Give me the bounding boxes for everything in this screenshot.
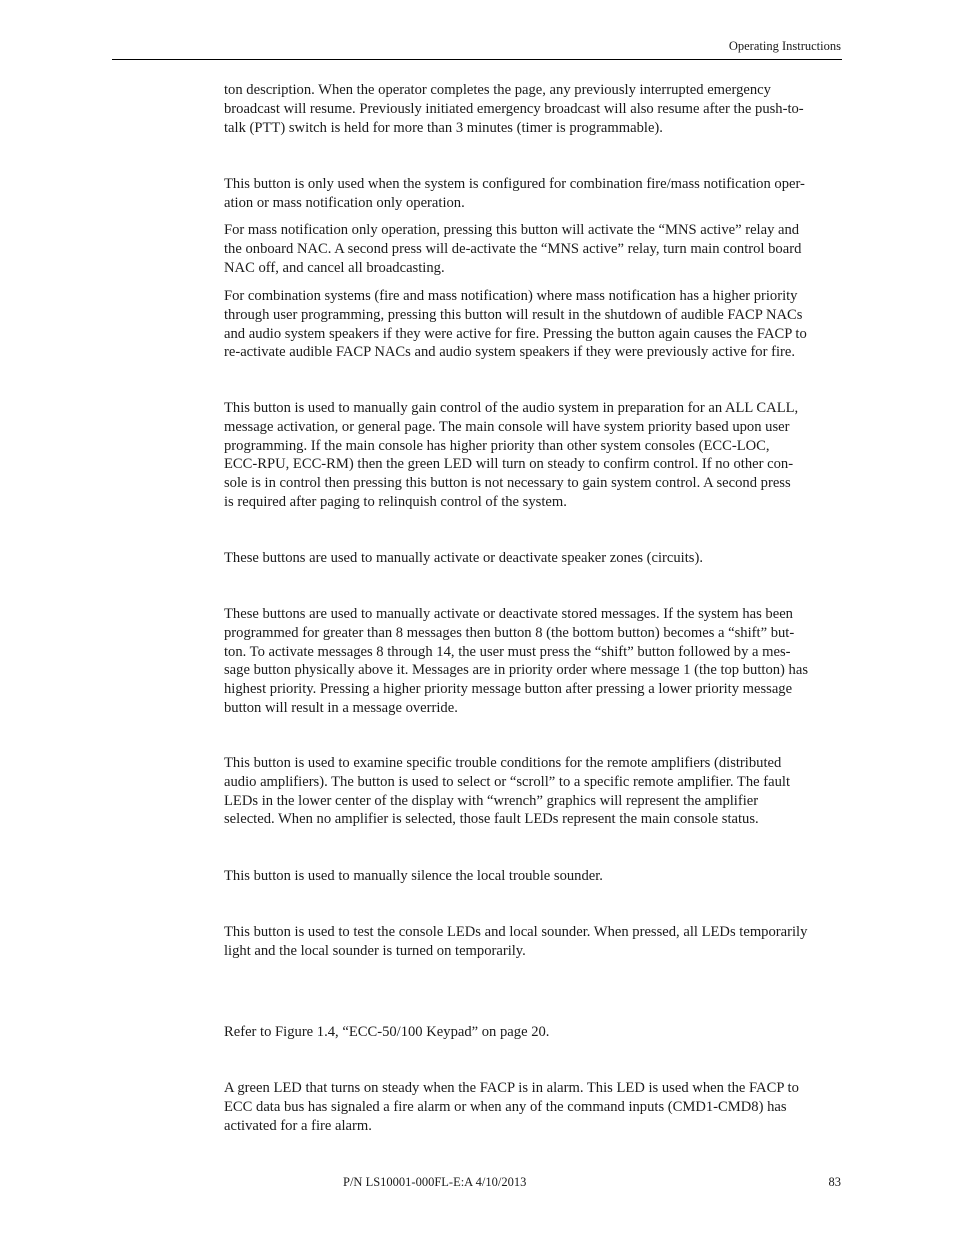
text-line: programming. If the main console has higher priority than other system consoles (ECC-LOC, [224,437,770,454]
paragraph-ptt-resume [224,81,841,137]
text-line: selected. When no amplifier is selected, those fault LEDs represent the main console status. [224,811,759,828]
text-line: talk (PTT) switch is held for more than 3 minutes (timer is programmable). [224,119,663,136]
text-line: broadcast will resume. Previously initiated emergency broadcast will also resume after the push-to- [224,100,804,117]
paragraph-silence-sounder [224,867,841,886]
part-number: P/N LS10001-000FL-E:A 4/10/2013 [343,1175,527,1189]
text-line: the onboard NAC. A second press will de-activate the “MNS active” relay, turn main control board [224,240,802,257]
text-line: through user programming, pressing this button will result in the shutdown of audible FACP NACs [224,306,803,323]
text-line: message activation, or general page. The main console will have system priority based upon user [224,418,790,435]
text-line: Refer to Figure 1.4, “ECC-50/100 Keypad” on page 20. [224,1024,550,1040]
paragraph-stored-messages [224,605,841,718]
text-line: This button is used to manually silence the local trouble sounder. [224,868,603,884]
paragraph-combination-systems [224,287,841,362]
text-line: LEDs in the lower center of the display with “wrench” graphics will represent the amplifier [224,792,759,809]
paragraph-speaker-zones [224,549,841,568]
text-line: For mass notification only operation, pressing this button will activate the “MNS active” relay and [224,222,800,238]
text-line: This button is used to examine specific trouble conditions for the remote amplifiers (distributed [224,755,782,771]
text-line: and audio system speakers if they were active for fire. Pressing the button again causes the FACP to [224,325,807,342]
text-line: This button is only used when the system is configured for combination fire/mass notification oper- [224,176,805,192]
text-line: These buttons are used to manually activate or deactivate speaker zones (circuits). [224,550,703,566]
text-line: ECC-RPU, ECC-RM) then the green LED will turn on steady to confirm control. If no other con- [224,456,794,473]
paragraph-gain-control [224,399,841,512]
text-line: button will result in a message override. [224,699,458,716]
paragraph-lamp-test [224,923,841,961]
text-line: A green LED that turns on steady when the FACP is in alarm. This LED is used when the FACP to [224,1080,799,1096]
paragraph-remote-amplifiers [224,754,841,829]
paragraph-mns-button-intro [224,175,841,213]
text-line: audio amplifiers). The button is used to select or “scroll” to a specific remote amplifier. The fault [224,773,791,790]
paragraph-mns-only [224,221,841,277]
paragraph-fire-alarm-led [224,1079,841,1135]
header-divider [112,59,842,60]
text-line: This button is used to manually gain control of the audio system in preparation for an ALL CALL, [224,400,799,416]
text-line: This button is used to test the console LEDs and local sounder. When pressed, all LEDs temporarily [224,924,808,940]
text-line: sole is in control then pressing this button is not necessary to gain system control. A second press [224,475,791,492]
text-line: is required after paging to relinquish control of the system. [224,493,567,510]
text-line: These buttons are used to manually activate or deactivate stored messages. If the system has been [224,606,793,622]
text-line: ECC data bus has signaled a fire alarm or when any of the command inputs (CMD1-CMD8) has [224,1098,787,1115]
text-line: sage button physically above it. Messages are in priority order where message 1 (the top button) has [224,662,808,679]
text-line: NAC off, and cancel all broadcasting. [224,259,445,276]
text-line: light and the local sounder is turned on temporarily. [224,942,526,959]
paragraph-figure-reference [224,1023,841,1042]
text-line: ton description. When the operator completes the page, any previously interrupted emergency [224,82,771,98]
text-line: For combination systems (fire and mass notification) where mass notification has a higher priority [224,288,798,304]
text-line: ation or mass notification only operation. [224,194,465,211]
text-line: highest priority. Pressing a higher priority message button after pressing a lower priority message [224,681,793,698]
running-header-title: Operating Instructions [728,39,841,53]
text-line: programmed for greater than 8 messages then button 8 (the bottom button) becomes a “shift” but- [224,624,795,641]
text-line: re-activate audible FACP NACs and audio system speakers if they were previously active for fire. [224,344,796,361]
text-line: activated for a fire alarm. [224,1117,372,1134]
page-number: 83 [828,1175,841,1189]
text-line: ton. To activate messages 8 through 14, the user must press the “shift” button followed by a mes- [224,643,791,660]
